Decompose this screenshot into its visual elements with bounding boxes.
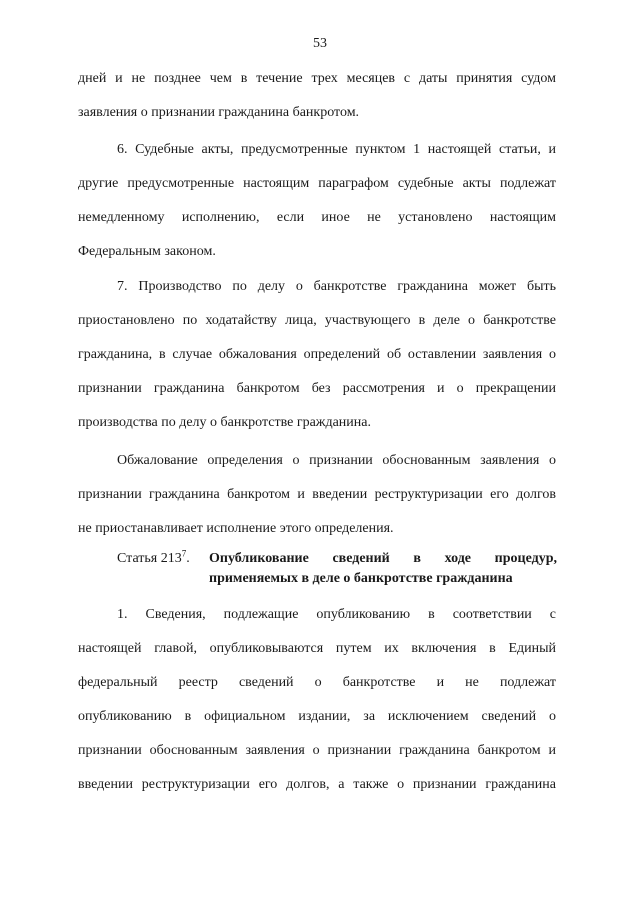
text-line: признании гражданина банкротом без рассмотрения и о прекращении <box>78 381 556 396</box>
text-line: Обжалование определения о признании обоснованным заявления о <box>117 453 556 468</box>
article-title <box>209 549 557 589</box>
text-line: Федеральным законом. <box>78 244 216 259</box>
article-title-line: применяемых в деле о банкротстве гражданина <box>209 571 513 586</box>
text-line: не приостанавливает исполнение этого определения. <box>78 521 394 536</box>
text-line: 6. Судебные акты, предусмотренные пунктом 1 настоящей статьи, и <box>117 142 556 157</box>
text-line: признании обоснованным заявления о признании гражданина банкротом и <box>78 743 556 758</box>
text-line: введении реструктуризации его долгов, а также о признании гражданина <box>78 777 556 792</box>
text-line: заявления о признании гражданина банкротом. <box>78 105 360 120</box>
page-number: 53 <box>313 36 327 51</box>
text-line: 7. Производство по делу о банкротстве гражданина может быть <box>117 279 556 294</box>
paragraph-1 <box>78 62 556 130</box>
text-line: дней и не позднее чем в течение трех месяцев с даты принятия судом <box>78 71 556 86</box>
text-line: 1. Сведения, подлежащие опубликованию в соответствии с <box>117 607 556 622</box>
article-superscript: 7 <box>181 548 187 559</box>
text-line: приостановлено по ходатайству лица, участвующего в деле о банкротстве <box>78 313 556 328</box>
text-line: немедленному исполнению, если иное не установлено настоящим <box>78 210 556 225</box>
article-title-line: Опубликование сведений в ходе процедур, <box>209 551 557 566</box>
paragraph-5 <box>78 598 556 802</box>
text-line: признании гражданина банкротом и введении реструктуризации его долгов <box>78 487 556 502</box>
paragraph-3 <box>78 270 556 440</box>
text-line: производства по делу о банкротстве гражданина. <box>78 415 372 430</box>
paragraph-4 <box>78 444 556 546</box>
text-line: федеральный реестр сведений о банкротстве и не подлежат <box>78 675 556 690</box>
text-line: опубликованию в официальном издании, за исключением сведений о <box>78 709 556 724</box>
text-line: гражданина, в случае обжалования определений об оставлении заявления о <box>78 347 556 362</box>
text-line: другие предусмотренные настоящим параграфом судебные акты подлежат <box>78 176 556 191</box>
article-number: Статья $213^7$. <box>117 548 190 566</box>
text-line: настоящей главой, опубликовываются путем их включения в Единый <box>78 641 556 656</box>
paragraph-2 <box>78 133 556 269</box>
